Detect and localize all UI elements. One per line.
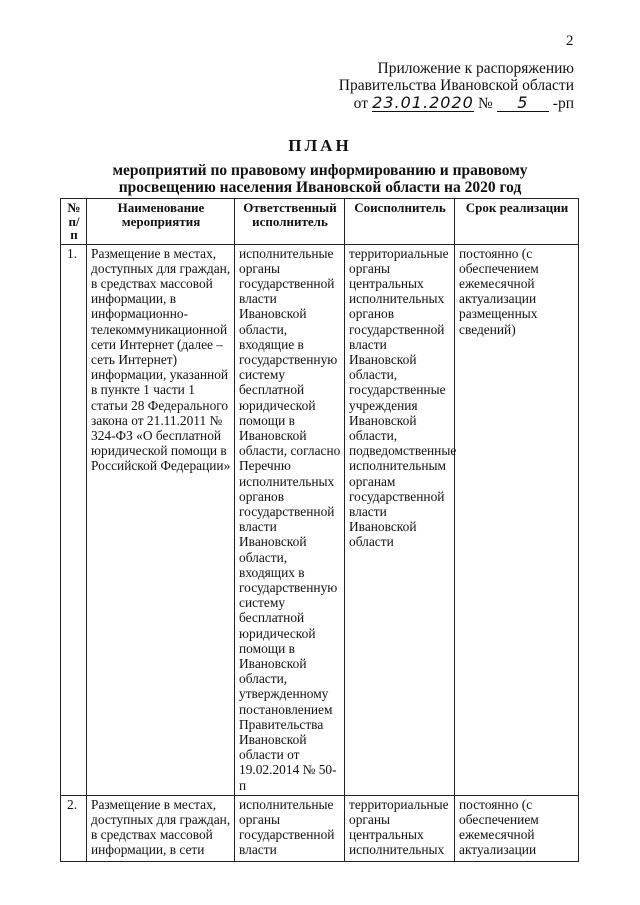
row-co-executor: территориальные органы центральных исполнительных <box>345 795 455 861</box>
document-heading <box>0 136 640 196</box>
header-responsible: Ответственный исполнитель <box>235 199 345 245</box>
from-label: от <box>353 95 368 112</box>
plan-title: ПЛАН <box>288 136 352 155</box>
table-row <box>61 795 579 861</box>
row-responsible: исполнительные органы государственной власти Ивановской области, входящие в государственную систему бесплатной юридической помощи в Ивановской области, согласно Перечню исполнительных органов государственной власти Ивановской области, входящих в государственную систему бесплатной юридической помощи в Ивановской области, утвержденному постановлением Правительства Ивановской области от 19.02.2014 № 50-п <box>235 244 345 795</box>
row-name: Размещение в местах, доступных для граждан, в средствах массовой информации, в сети <box>87 795 235 861</box>
row-co-executor: территориальные органы центральных исполнительных органов государственной власти Ивановской области, государственные учреждения Ивановской области, подведомственные исполнительным органам государственной власти Ивановской области <box>345 244 455 795</box>
header-co-executor: Соисполнитель <box>345 199 455 245</box>
row-number: 1. <box>61 244 87 795</box>
row-number: 2. <box>61 795 87 861</box>
order-number: 5 <box>497 94 549 112</box>
number-label: № <box>477 95 493 112</box>
header-deadline: Срок реализации <box>455 199 579 245</box>
page-number: 2 <box>566 33 574 49</box>
row-deadline: постоянно (с обеспечением ежемесячной актуализации <box>455 795 579 861</box>
order-suffix: -рп <box>552 95 574 112</box>
table-header-row <box>61 199 579 245</box>
plan-subtitle-line-2: просвещению населения Ивановской области на 2020 год <box>118 179 522 196</box>
order-date: 23.01.2020 <box>372 93 474 112</box>
header-name: Наименование мероприятия <box>87 199 235 245</box>
order-line <box>339 94 574 112</box>
appendix-line-2: Правительства Ивановской области <box>338 77 574 94</box>
appendix-block <box>339 60 574 112</box>
appendix-line-1: Приложение к распоряжению <box>377 60 574 77</box>
row-name: Размещение в местах, доступных для граждан, в средствах массовой информации, в информационно-телекоммуникационной сети Интернет (далее – сеть Интернет) информации, указанной в пункте 1 части 1 статьи 28 Федерального закона от 21.11.2011 № 324-ФЗ «О бесплатной юридической помощи в Российской Федерации» <box>87 244 235 795</box>
row-deadline: постоянно (с обеспечением ежемесячной актуализации размещенных сведений) <box>455 244 579 795</box>
table-row <box>61 244 579 795</box>
plan-subtitle-line-1: мероприятий по правовому информированию и правовому <box>112 162 528 179</box>
header-number: № п/п <box>61 199 87 245</box>
row-responsible: исполнительные органы государственной власти <box>235 795 345 861</box>
plan-table <box>60 198 579 862</box>
